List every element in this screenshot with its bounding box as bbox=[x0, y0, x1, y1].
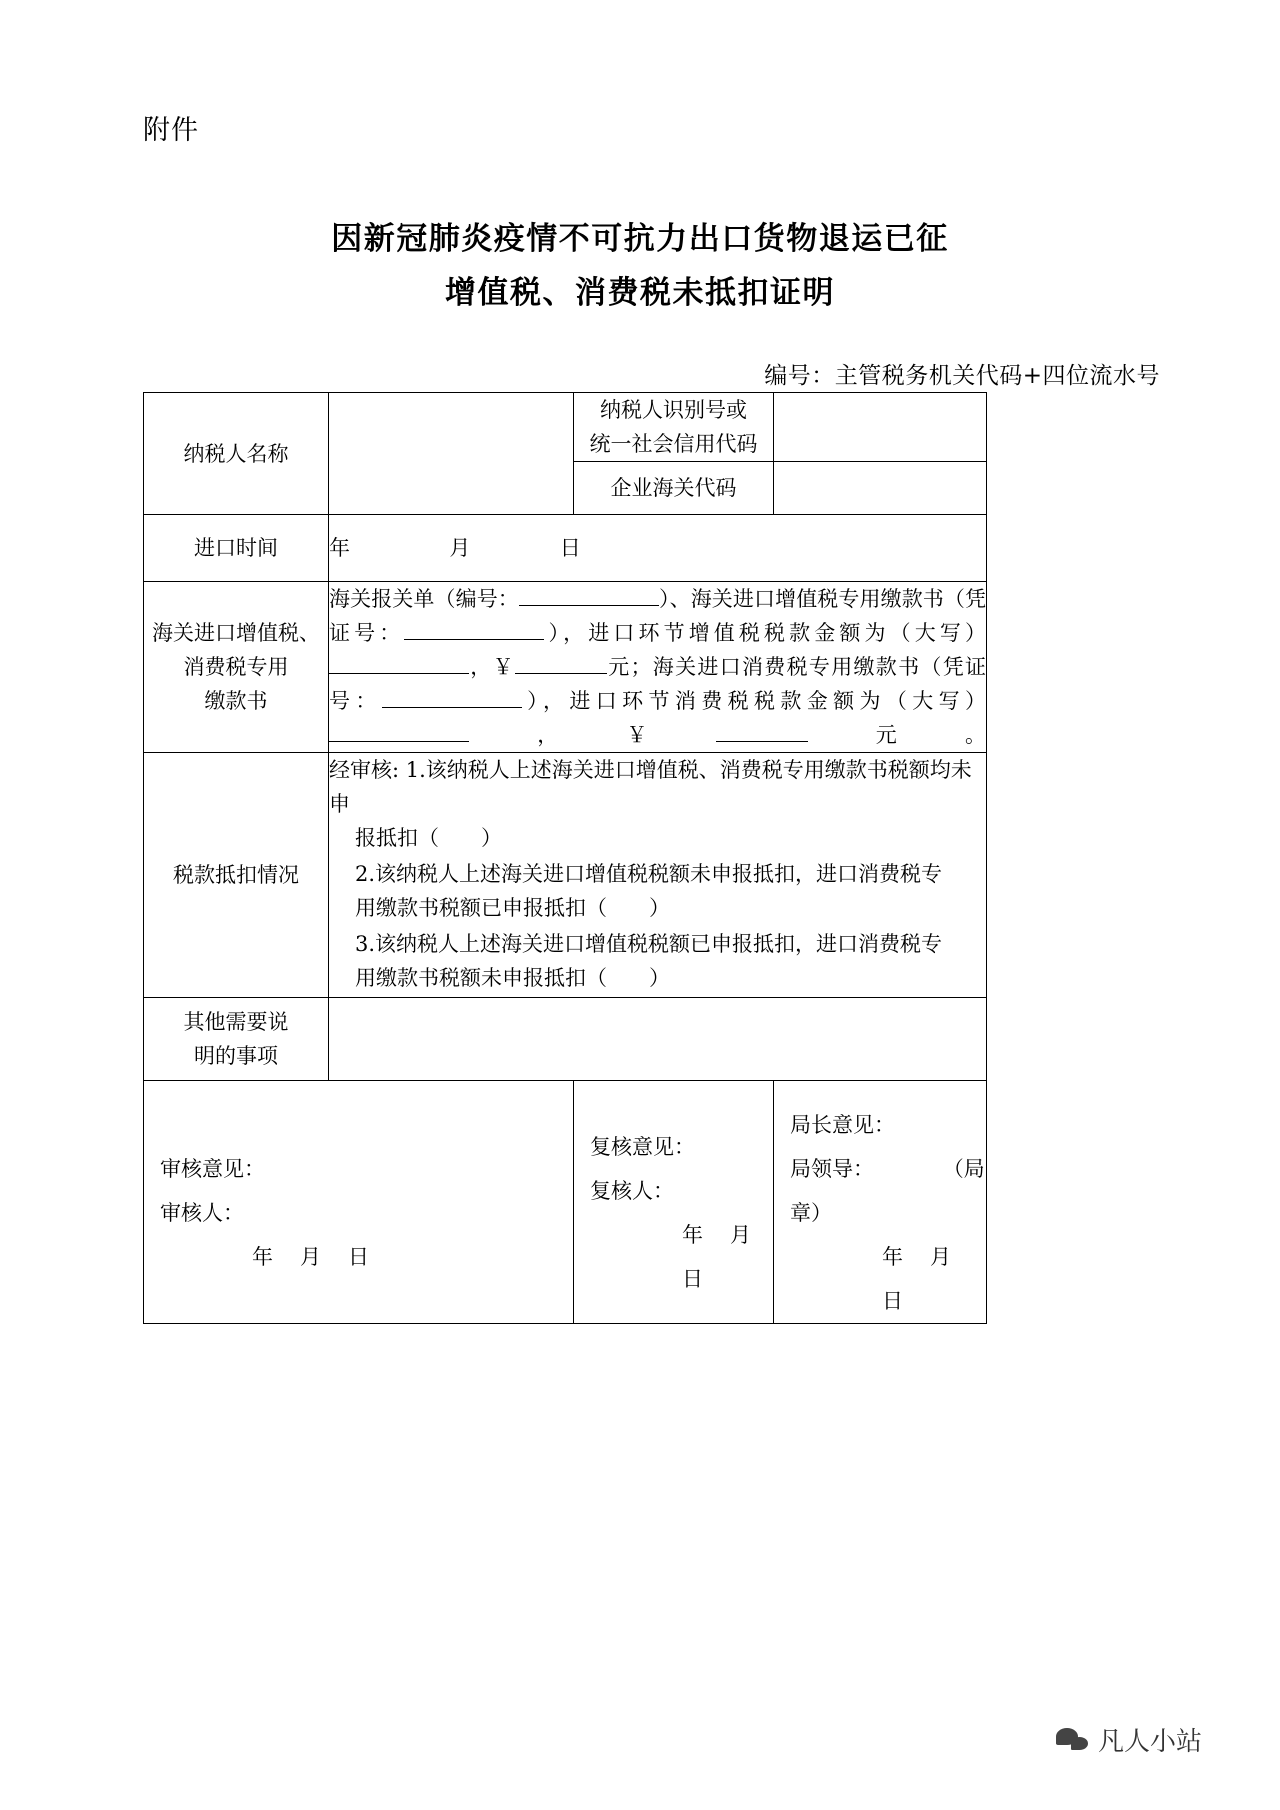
deduction-item-3[interactable] bbox=[329, 927, 986, 995]
table-row-deduction bbox=[144, 753, 987, 998]
payment-text-part6: 元；海关进口消费税专用缴款书（凭证 bbox=[606, 655, 987, 679]
blank-consumption-amount-words[interactable] bbox=[329, 741, 469, 742]
payment-text-part7: 号： bbox=[329, 689, 382, 713]
deduction-item-3-line2[interactable]: 用缴款书税额未申报抵扣（ ） bbox=[355, 966, 670, 990]
certificate-form-table bbox=[143, 392, 987, 1324]
import-time-label: 进口时间 bbox=[144, 515, 329, 582]
blank-vat-voucher-no[interactable] bbox=[404, 639, 544, 640]
customs-code-label: 企业海关代码 bbox=[574, 462, 774, 515]
payment-book-label-line2: 消费税专用 bbox=[183, 655, 289, 679]
review-block bbox=[144, 1125, 573, 1279]
other-matters-label-line2: 明的事项 bbox=[194, 1044, 278, 1068]
other-matters-label-line1: 其他需要说 bbox=[183, 1010, 289, 1034]
payment-text-part10: 元。 bbox=[807, 723, 987, 747]
wechat-icon bbox=[1056, 1726, 1090, 1754]
deduction-item-1-line2[interactable]: 报抵扣（ ） bbox=[355, 826, 502, 850]
watermark bbox=[1056, 1721, 1202, 1758]
deduction-item-2-line2[interactable]: 用缴款书税额已申报抵扣（ ） bbox=[355, 896, 670, 920]
table-row-signatures bbox=[144, 1081, 987, 1324]
reviewer-label: 审核人： bbox=[160, 1201, 244, 1225]
deduction-options[interactable] bbox=[329, 753, 987, 998]
taxpayer-id-label bbox=[574, 393, 774, 462]
blank-consumption-voucher-no[interactable] bbox=[382, 707, 522, 708]
deduction-item-2-line1: 2.该纳税人上述海关进口增值税税额未申报抵扣，进口消费税专 bbox=[355, 862, 943, 886]
deduction-item-3-line1: 3.该纳税人上述海关进口增值税税额已申报抵扣，进口消费税专 bbox=[355, 932, 943, 956]
table-row-import-time bbox=[144, 515, 987, 582]
payment-text-part4: ），进口环节增值税税款金额为（大写） bbox=[544, 621, 987, 645]
page-title bbox=[0, 212, 1280, 320]
blank-vat-amount-figures[interactable] bbox=[515, 673, 607, 674]
serial-number-label: 编号：主管税务机关代码+四位流水号 bbox=[764, 363, 1160, 389]
import-time-year: 年 bbox=[329, 536, 352, 560]
payment-text-part3: 证号： bbox=[329, 621, 405, 645]
taxpayer-id-label-line1: 纳税人识别号或 bbox=[600, 398, 747, 422]
other-matters-value[interactable] bbox=[329, 998, 987, 1081]
taxpayer-name-value[interactable] bbox=[329, 393, 574, 515]
payment-text-part8: ），进口环节消费税税款金额为（大写） bbox=[521, 689, 986, 713]
payment-book-text[interactable] bbox=[329, 582, 987, 753]
director-date: 年 月 日 bbox=[882, 1245, 978, 1313]
director-opinion-label: 局长意见： bbox=[790, 1113, 895, 1137]
deduction-item-1-line1: 经审核: 1.该纳税人上述海关进口增值税、消费税专用缴款书税额均未申 bbox=[329, 758, 972, 816]
payment-text-part9: ，￥ bbox=[469, 723, 716, 747]
director-cell[interactable] bbox=[774, 1081, 987, 1324]
page-title-line2: 增值税、消费税未抵扣证明 bbox=[445, 275, 835, 311]
taxpayer-id-label-line2: 统一社会信用代码 bbox=[589, 432, 758, 456]
attachment-label: 附件 bbox=[143, 115, 199, 146]
deduction-item-1[interactable] bbox=[329, 753, 986, 855]
deduction-label: 税款抵扣情况 bbox=[144, 753, 329, 998]
import-time-day: 日 bbox=[559, 536, 583, 560]
review-date: 年 月 日 bbox=[252, 1245, 372, 1269]
watermark-text: 凡人小站 bbox=[1097, 1727, 1202, 1757]
payment-text-part5: ，￥ bbox=[469, 655, 515, 679]
customs-code-value[interactable] bbox=[774, 462, 987, 515]
payment-book-label-line1: 海关进口增值税、 bbox=[152, 621, 320, 645]
table-row-payment-book bbox=[144, 582, 987, 753]
import-time-month: 月 bbox=[449, 536, 473, 560]
rechecker-label: 复核人： bbox=[590, 1179, 674, 1203]
review-opinion-label: 审核意见： bbox=[160, 1157, 265, 1181]
recheck-opinion-label: 复核意见： bbox=[590, 1135, 695, 1159]
blank-vat-amount-words[interactable] bbox=[329, 673, 469, 674]
recheck-date: 年 月 日 bbox=[682, 1223, 778, 1291]
payment-text-part1: 海关报关单（编号： bbox=[329, 587, 519, 611]
director-block bbox=[774, 1081, 986, 1323]
other-matters-label bbox=[144, 998, 329, 1081]
review-cell[interactable] bbox=[144, 1081, 574, 1324]
recheck-block bbox=[574, 1103, 778, 1301]
payment-text-part2: ）、海关进口增值税专用缴款书（凭 bbox=[658, 587, 987, 611]
table-row-other bbox=[144, 998, 987, 1081]
import-time-value[interactable] bbox=[329, 515, 987, 582]
page-title-line1: 因新冠肺炎疫情不可抗力出口货物退运已征 bbox=[331, 221, 949, 257]
deduction-item-2[interactable] bbox=[329, 857, 986, 925]
table-row-taxpayer bbox=[144, 393, 987, 462]
recheck-cell[interactable] bbox=[574, 1081, 778, 1324]
payment-book-label bbox=[144, 582, 329, 753]
seal-note: （局章） bbox=[790, 1157, 985, 1225]
taxpayer-name-label: 纳税人名称 bbox=[144, 393, 329, 515]
taxpayer-id-value[interactable] bbox=[774, 393, 987, 462]
payment-book-label-line3: 缴款书 bbox=[204, 689, 268, 713]
blank-consumption-amount-figures[interactable] bbox=[716, 741, 808, 742]
director-signature-row bbox=[790, 1147, 986, 1235]
director-label: 局领导： bbox=[790, 1157, 874, 1181]
blank-customs-declaration-no[interactable] bbox=[519, 605, 659, 606]
